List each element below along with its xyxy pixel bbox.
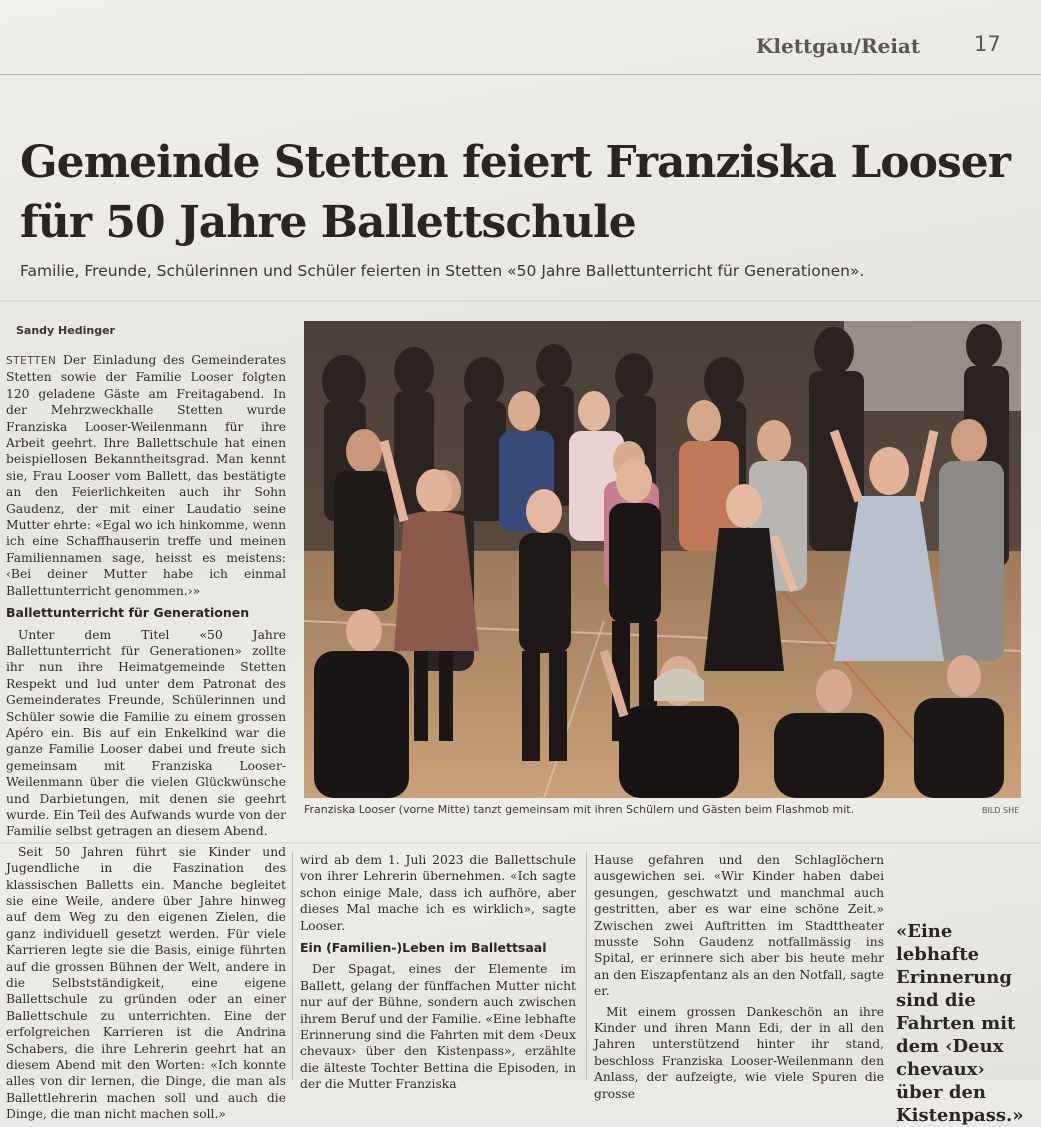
column-1-paragraph-1 <box>6 352 286 599</box>
article-column-1 <box>6 352 286 1122</box>
column-1-subheading: Ballettunterricht für Generationen <box>6 605 250 621</box>
flashmob-dancers-photo <box>304 321 1021 798</box>
dateline: STETTEN <box>6 355 57 367</box>
column-1-text-1: Der Einladung des Gemeinderates Stetten sowie der Familie Looser folgten 120 geladene Gäste am Freitagabend. In der Mehrzweckhalle Stetten wurde Franziska Looser-Weilenmann für ihre Arbeit geehrt. Ihre Ballettschule hat einen beispiellosen Bekanntheitsgrad. Man kennt sie, Frau Looser vom Ballett, das bestätigte an den Feierlichkeiten auch ihr Sohn Gaudenz, der mit einer Laudatio seine Mutter ehrte: «Egal wo ich hinkomme, wenn ich eine Schaffhauserin treffe und meinen Familiennamen sage, heisst es meistens: ‹Bei deiner Mutter habe ich einmal Ballettunterricht genommen.›» <box>6 353 286 598</box>
author-byline: Sandy Hedinger <box>16 324 115 337</box>
photo-caption: Franziska Looser (vorne Mitte) tanzt gemeinsam mit ihren Schülern und Gästen beim Flashmob mit. <box>304 803 855 816</box>
photo-credit: BILD SHE <box>982 806 1020 815</box>
article-column-2 <box>300 852 576 1092</box>
page-number: 17 <box>974 32 1001 56</box>
column-1-paragraph-3: Seit 50 Jahren führt sie Kinder und Jugendliche in die Faszination des klassischen Balletts ein. Manche begleitet sie eine Weile, andere über Jahre hinweg auf dem Weg zu den eigenen Zielen, die ganz individuell gesetzt werden. Für viele Karrieren legte sie die Basis, einige führten auf die grossen Bühnen der Welt, andere in die Selbstständigkeit, eine eigene Ballettschule zu gründen oder an einer Ballettschule zu unterrichten. Eine der erfolgreichen Karrieren ist die Andrina Schabers, die ihre Lehrerin geehrt hat an diesem Abend mit den Worten: «Ich konnte alles von dir lernen, die Dinge, die man als Ballettlehrerin machen soll und auch die Dinge, die man nicht machen soll.» <box>6 844 286 1122</box>
column-2-subheading: Ein (Familien-)Leben im Ballettsaal <box>300 940 547 956</box>
column-divider <box>292 852 293 1080</box>
column-3-paragraph-2: Mit einem grossen Dankeschön an ihre Kinder und ihren Mann Edi, der in all den Jahren unterstützend hinter ihr stand, beschloss Franziska Looser-Weilenmann den Anlass, der aufzeigte, wie viele Spuren die grosse <box>594 1004 884 1101</box>
article-photo <box>304 321 1021 798</box>
section-name: Klettgau/Reiat <box>756 34 921 58</box>
headline-line-1: Gemeinde Stetten feiert Franziska Looser <box>20 137 1010 188</box>
column-3-paragraph-1: Hause gefahren und den Schlaglöchern ausgewichen sei. «Wir Kinder haben dabei gesungen, geschwatzt und manchmal auch gestritten, aber es war eine schöne Zeit.» Zwischen zwei Auftritten im Stadttheater musste Sohn Gaudenz notfallmässig ins Spital, er erinnere sich aber bis heute mehr an den Eiszapfentanz als an den Notfall, sagte er. <box>594 853 884 999</box>
pull-quote: «Eine lebhafte Erinnerung sind die Fahrten mit dem ‹Deux chevaux› über den Kistenpass.» <box>896 921 1024 1126</box>
article-column-3 <box>594 852 884 1101</box>
paper-crease <box>0 300 1041 302</box>
column-2-paragraph-1: wird ab dem 1. Juli 2023 die Ballettschule von ihrer Lehrerin übernehmen. «Ich sagte schon einige Male, dass ich aufhöre, aber dieses Mal mache ich es wirklich», sagte Looser. <box>300 853 576 933</box>
column-divider <box>586 852 587 1080</box>
headline <box>20 133 1030 253</box>
article-subtitle: Familie, Freunde, Schülerinnen und Schüler feierten in Stetten «50 Jahre Ballettunterricht für Generationen». <box>20 262 865 280</box>
column-1-paragraph-2: Unter dem Titel «50 Jahre Ballettunterricht für Generationen» zollte ihr nun ihre Heimatgemeinde Stetten Respekt und lud unter dem Patronat des Gemeinderates Freunde, Schülerinnen und Schüler sowie die Familie zu einem grossen Apéro ein. Bis auf ein Enkelkind war die ganze Familie Looser dabei und freute sich gemeinsam mit Franziska Looser-Weilenmann über die vielen Glückwünsche und Darbietungen, mit denen sie geehrt wurde. Ein Teil des Aufwands wurde von der Familie selbst getragen an diesem Abend. <box>6 627 286 839</box>
column-2-paragraph-2: Der Spagat, eines der Elemente im Ballett, gelang der fünffachen Mutter nicht nur auf der Bühne, sondern auch zwischen ihrem Beruf und der Familie. «Eine lebhafte Erinnerung sind die Fahrten mit dem ‹Deux chevaux› über den Kistenpass», erzählte die älteste Tochter Bettina die Episoden, in der die Mutter Franziska <box>300 962 576 1092</box>
headline-line-2: für 50 Jahre Ballettschule <box>20 197 636 248</box>
header-divider <box>0 74 1041 75</box>
